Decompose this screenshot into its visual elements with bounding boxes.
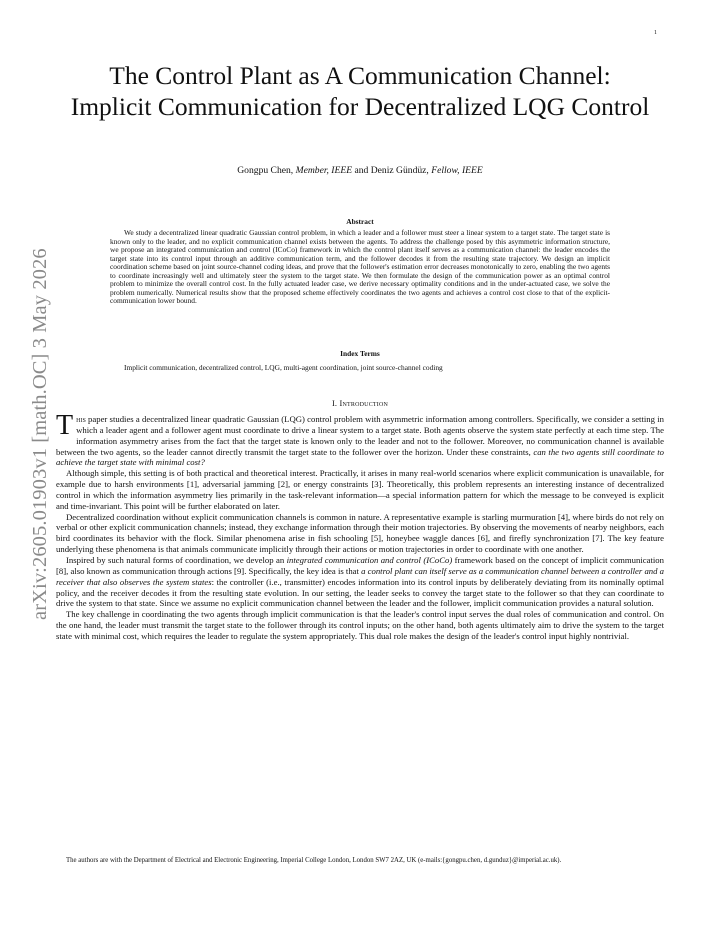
section-heading-introduction	[70, 399, 650, 408]
drop-cap: T	[56, 410, 74, 441]
paragraph-4	[56, 555, 664, 609]
paragraph-4-text-c: : the controller (i.e., transmitter) encodes information into its control inputs by deliberately deviating from its nominally optimal policy, and the receiver decodes it from the resulting state evolution. In our setting, the leader seeks to convey the target state to the follower so that they can coordinate to drive the system to that state. Since we assume no explicit communication channel between the leader and the follower, implicit communication provides a natural solution.	[56, 576, 665, 609]
paragraph-4-emph-a: integrated communication and control (ICoCo)	[286, 554, 453, 565]
paragraph-3: Decentralized coordination without explicit communication channels is common in nature. A representative example is starling murmuration [4], where birds do not rely on verbal or other explicit communication channels; instead, they exchange information through their motion trajectories. By observing the movements of nearby neighbors, each bird coordinates its behavior with the flock. Similar phenomena arise in fish schooling [5], honeybee waggle dances [6], and firefly synchronization [7]. The key feature underlying these phenomena is that animals communicate implicitly through their actions or motion trajectories in order to coordinate with one another.	[56, 511, 664, 555]
paper-title: The Control Plant as A Communication Channel: Implicit Communication for Decentralized LQG Control	[70, 61, 650, 121]
paragraph-5: The key challenge in coordinating the two agents through implicit communication is that the leader's control input serves the dual roles of communication and control. On the one hand, the leader must transmit the target state to the follower through its control inputs; on the other hand, both agents ultimately aim to drive the system to the target state with minimal cost, which requires the leader to regulate the system appropriately. This dual role makes the design of the leader's control input highly nontrivial.	[56, 609, 664, 641]
page-number: 1	[654, 30, 657, 36]
paragraph-2: Although simple, this setting is of both practical and theoretical interest. Practically, it arises in many real-world scenarios where explicit communication is unavailable, for example due to harsh environments [1], adversarial jamming [2], or energy constraints [3]. Theoretically, this problem represents an interesting instance of decentralized control in which the information asymmetry lies primarily in the task-relevant information—a special information pattern for which the message to be conveyed is explicit and time-invariant. This point will be further elaborated on later.	[56, 468, 664, 511]
arxiv-identifier-stamp[interactable]: arXiv:2605.01903v1 [math.OC] 3 May 2026	[29, 248, 51, 620]
author-membership-1: Member, IEEE	[295, 165, 353, 176]
section-title: Introduction	[339, 399, 389, 408]
section-number: I.	[331, 399, 340, 408]
body-text	[56, 410, 665, 642]
author-line	[70, 165, 650, 176]
research-question: can the two agents still coordinate to achieve the target state with minimal cost?	[56, 446, 665, 468]
paragraph-4-text-b: framework based on the concept of implicit communication [8], also known as communication through actions [9]. Specifically, the key idea is that	[56, 554, 664, 576]
lead-word: his	[76, 414, 86, 424]
author-name-1: Gongpu Chen,	[237, 165, 296, 176]
abstract-heading: Abstract	[346, 217, 374, 226]
paragraph-4-emph-b: a control plant can itself serve as a communication channel between a controller and a receiver that also observes the system states	[56, 565, 665, 587]
author-affiliation-footnote: The authors are with the Department of Electrical and Electronic Engineering, Imperial College London, London SW7 2AZ, UK (e-mails:{gongpu.chen, d.gunduz}@imperial.ac.uk).	[66, 857, 562, 864]
index-terms-heading: Index Terms	[340, 349, 380, 358]
author-name-2: and Deniz Gündüz,	[352, 165, 432, 176]
author-membership-2: Fellow, IEEE	[431, 165, 483, 176]
paragraph-1-text: paper studies a decentralized linear quadratic Gaussian (LQG) control problem with asymmetric information among controllers. Specifically, we consider a setting in which a leader agent and a follower agent must coordinate to drive a linear system to a target state. Both agents observe the system state perfectly at each time step. The information asymmetry arises from the fact that the target state is known only to the leader and not to the follower. Moreover, no communication channel is available between the two agents, so the leader cannot directly transmit the target state to the follower over the horizon. Under these constraints,	[56, 414, 664, 457]
paragraph-4-text-a: Inspired by such natural forms of coordination, we develop an	[66, 554, 287, 565]
paragraph-1	[56, 410, 665, 468]
index-terms-text: Implicit communication, decentralized control, LQG, multi-agent coordination, joint source-channel coding	[124, 363, 443, 372]
abstract-text: We study a decentralized linear quadratic Gaussian control problem, in which a leader and a follower must steer a linear system to a target state. The target state is known only to the leader, and no explicit communication channel exists between the agents. To address the challenge posed by this asymmetric information structure, we propose an integrated communication and control (ICoCo) framework in which the control plant itself serves as a communication channel: the leader encodes the target state into its control input through an additive communication term, and the follower decodes it from the resulting state trajectory. We design an implicit coordination scheme based on joint source-channel coding ideas, and prove that the follower's estimation error decreases monotonically to zero, enabling the two agents to coordinate increasingly well and ultimately steer the system to the target state. We then formulate the design of the communication power as an optimal control problem to minimize the overall control cost. In the fully actuated leader case, we derive necessary optimality conditions and in the under-actuated case, we solve the problem numerically. Numerical results show that the proposed scheme effectively coordinates the two agents and achieves a control cost close to that of the explicit-communication lower bound.	[110, 228, 610, 306]
